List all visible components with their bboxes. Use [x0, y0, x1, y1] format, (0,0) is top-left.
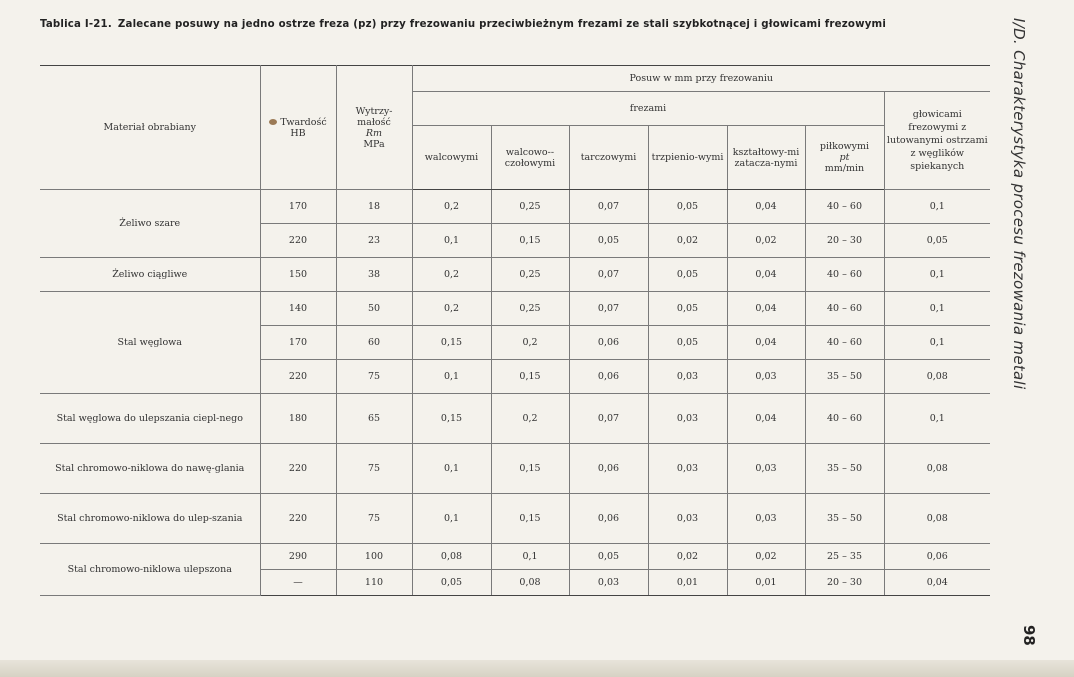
value-cell: 0,03 — [648, 444, 727, 494]
hb-cell: 220 — [260, 494, 336, 544]
value-cell: 0,05 — [412, 570, 491, 596]
value-cell: 0,04 — [727, 258, 805, 292]
value-cell: 0,2 — [491, 394, 569, 444]
value-cell: 0,15 — [412, 394, 491, 444]
table-row — [40, 258, 990, 292]
value-cell: 0,06 — [569, 326, 648, 360]
value-cell: 0,1 — [412, 444, 491, 494]
value-cell: 35 – 50 — [805, 360, 884, 394]
value-cell: 0,2 — [412, 190, 491, 224]
value-cell: 0,2 — [412, 258, 491, 292]
value-cell: 0,15 — [491, 360, 569, 394]
rm-cell: 75 — [336, 444, 412, 494]
running-header — [1000, 18, 1062, 618]
value-cell: 0,04 — [727, 190, 805, 224]
header-mills-group: frezami — [412, 92, 884, 126]
value-cell: 0,05 — [648, 326, 727, 360]
value-cell: 0,07 — [569, 292, 648, 326]
header-form-relieved: kształtowy-mi zatacza-nymi — [727, 126, 805, 190]
table-caption — [40, 18, 980, 32]
value-cell: 0,05 — [648, 190, 727, 224]
value-cell: 0,1 — [884, 190, 990, 224]
material-cell: Stal chromowo-niklowa ulepszona — [40, 544, 260, 596]
value-cell: 35 – 50 — [805, 444, 884, 494]
value-cell: 35 – 50 — [805, 494, 884, 544]
value-cell: 0,2 — [491, 326, 569, 360]
value-cell: 0,04 — [727, 292, 805, 326]
material-cell: Stal węglowa — [40, 292, 260, 394]
rm-cell: 100 — [336, 544, 412, 570]
value-cell: 0,25 — [491, 190, 569, 224]
material-cell: Stal węglowa do ulepszania ciepl-nego — [40, 394, 260, 444]
hb-cell: 170 — [260, 190, 336, 224]
value-cell: 0,25 — [491, 292, 569, 326]
value-cell: 0,25 — [491, 258, 569, 292]
value-cell: 0,03 — [569, 570, 648, 596]
value-cell: 25 – 35 — [805, 544, 884, 570]
page-number: 98 — [1020, 625, 1038, 646]
value-cell: 20 – 30 — [805, 224, 884, 258]
value-cell: 0,07 — [569, 190, 648, 224]
value-cell: 0,1 — [884, 292, 990, 326]
value-cell: 40 – 60 — [805, 258, 884, 292]
value-cell: 0,05 — [569, 224, 648, 258]
value-cell: 0,02 — [648, 544, 727, 570]
value-cell: 0,03 — [727, 444, 805, 494]
value-cell: 0,04 — [884, 570, 990, 596]
hb-cell: 220 — [260, 444, 336, 494]
value-cell: 0,02 — [727, 544, 805, 570]
value-cell: 40 – 60 — [805, 394, 884, 444]
rm-cell: 110 — [336, 570, 412, 596]
hb-cell: 180 — [260, 394, 336, 444]
hb-cell: — — [260, 570, 336, 596]
value-cell: 0,02 — [727, 224, 805, 258]
header-hardness: Twardość HB — [260, 66, 336, 190]
rm-cell: 38 — [336, 258, 412, 292]
header-strength: Wytrzy- małość Rm MPa — [336, 66, 412, 190]
value-cell: 0,15 — [491, 494, 569, 544]
value-cell: 0,08 — [412, 544, 491, 570]
value-cell: 0,02 — [648, 224, 727, 258]
value-cell: 0,03 — [648, 360, 727, 394]
hb-cell: 290 — [260, 544, 336, 570]
header-saw: piłkowymi pt mm/min — [805, 126, 884, 190]
value-cell: 0,1 — [412, 224, 491, 258]
table-row — [40, 292, 990, 326]
value-cell: 0,07 — [569, 258, 648, 292]
value-cell: 0,1 — [491, 544, 569, 570]
value-cell: 0,15 — [491, 224, 569, 258]
table-row — [40, 190, 990, 224]
rm-cell: 75 — [336, 494, 412, 544]
value-cell: 0,03 — [648, 494, 727, 544]
feed-rate-table — [40, 65, 990, 596]
value-cell: 0,15 — [491, 444, 569, 494]
value-cell: 0,04 — [727, 326, 805, 360]
running-header-text: I/D. Charakterystyka procesu frezowania metali — [1010, 18, 1028, 390]
value-cell: 0,06 — [569, 360, 648, 394]
material-cell: Żeliwo szare — [40, 190, 260, 258]
value-cell: 0,07 — [569, 394, 648, 444]
material-cell: Stal chromowo-niklowa do ulep-szania — [40, 494, 260, 544]
table-number: Tablica I-21. — [40, 19, 112, 30]
value-cell: 0,08 — [884, 360, 990, 394]
value-cell: 0,2 — [412, 292, 491, 326]
rm-cell: 18 — [336, 190, 412, 224]
header-feed-group: Posuw w mm przy frezowaniu — [412, 66, 990, 92]
value-cell: 0,1 — [884, 258, 990, 292]
header-cylindrical: walcowymi — [412, 126, 491, 190]
header-disc: tarczowymi — [569, 126, 648, 190]
value-cell: 0,05 — [569, 544, 648, 570]
value-cell: 0,06 — [569, 444, 648, 494]
table-row — [40, 444, 990, 494]
value-cell: 0,1 — [884, 394, 990, 444]
value-cell: 40 – 60 — [805, 190, 884, 224]
rm-cell: 23 — [336, 224, 412, 258]
value-cell: 0,03 — [648, 394, 727, 444]
value-cell: 0,1 — [884, 326, 990, 360]
value-cell: 0,08 — [884, 494, 990, 544]
ink-spot — [269, 119, 277, 125]
value-cell: 0,05 — [648, 292, 727, 326]
header-shell-end: walcowo--czołowymi — [491, 126, 569, 190]
table-row — [40, 544, 990, 570]
value-cell: 0,06 — [569, 494, 648, 544]
page-fold-shadow — [0, 660, 1074, 677]
header-shank: trzpienio-wymi — [648, 126, 727, 190]
value-cell: 0,08 — [491, 570, 569, 596]
rm-cell: 75 — [336, 360, 412, 394]
table-title: Zalecane posuwy na jedno ostrze freza (pz) przy frezowaniu przeciwbieżnym frezami ze stali szybkotnącej i głowicami frezowymi — [117, 19, 887, 30]
value-cell: 20 – 30 — [805, 570, 884, 596]
hb-cell: 170 — [260, 326, 336, 360]
value-cell: 0,05 — [884, 224, 990, 258]
hb-cell: 220 — [260, 224, 336, 258]
value-cell: 0,01 — [648, 570, 727, 596]
header-material: Materiał obrabiany — [40, 66, 260, 190]
rm-cell: 65 — [336, 394, 412, 444]
value-cell: 0,1 — [412, 360, 491, 394]
value-cell: 0,06 — [884, 544, 990, 570]
table-row — [40, 494, 990, 544]
value-cell: 40 – 60 — [805, 326, 884, 360]
hb-cell: 150 — [260, 258, 336, 292]
value-cell: 0,1 — [412, 494, 491, 544]
material-cell: Żeliwo ciągliwe — [40, 258, 260, 292]
rm-cell: 60 — [336, 326, 412, 360]
value-cell: 0,03 — [727, 494, 805, 544]
value-cell: 0,15 — [412, 326, 491, 360]
header-milling-heads: głowicami frezowymi z lutowanymi ostrzami z węglików spiekanych — [884, 92, 990, 190]
hb-cell: 220 — [260, 360, 336, 394]
value-cell: 0,01 — [727, 570, 805, 596]
value-cell: 0,03 — [727, 360, 805, 394]
value-cell: 0,05 — [648, 258, 727, 292]
value-cell: 0,04 — [727, 394, 805, 444]
hb-cell: 140 — [260, 292, 336, 326]
rm-cell: 50 — [336, 292, 412, 326]
value-cell: 40 – 60 — [805, 292, 884, 326]
table-row — [40, 394, 990, 444]
material-cell: Stal chromowo-niklowa do nawę-glania — [40, 444, 260, 494]
value-cell: 0,08 — [884, 444, 990, 494]
